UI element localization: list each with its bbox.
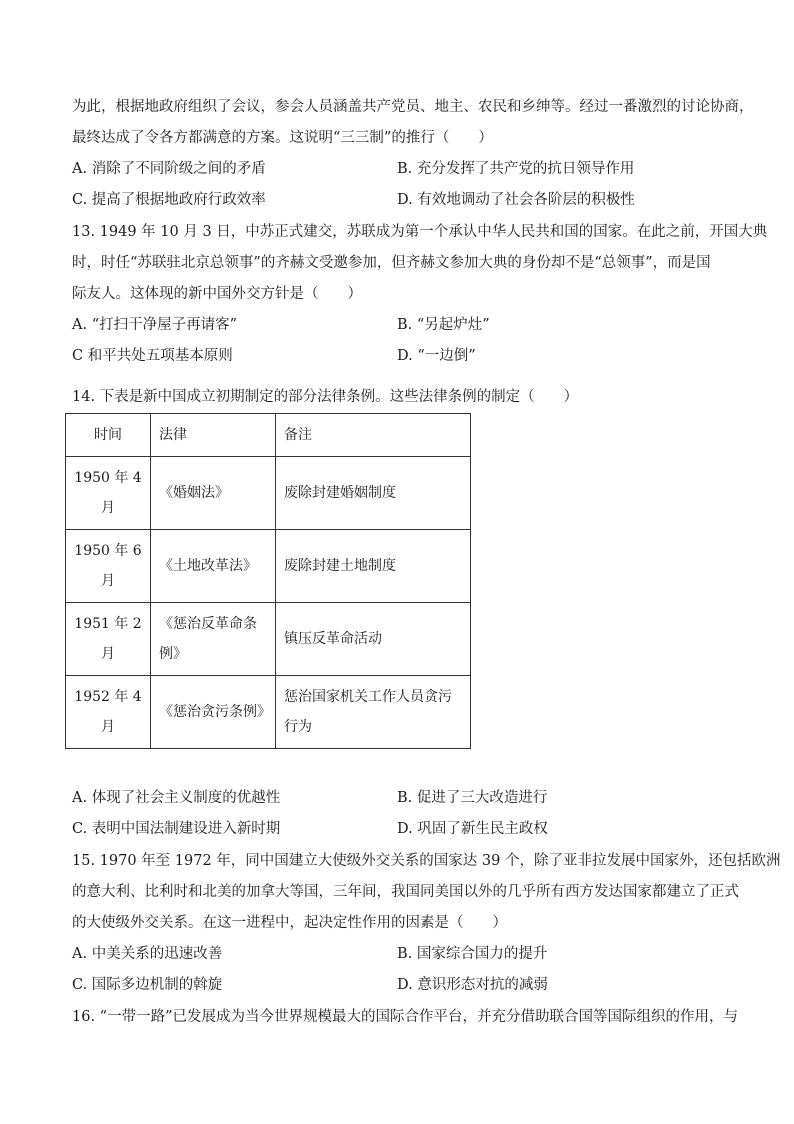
cell-time: 1950 年 4 月 (66, 457, 151, 530)
q14-option-b: B. 促进了三大改造进行 (397, 790, 548, 806)
q15-line-2: 的意大利、比利时和北美的加拿大等国，三年间，我国同美国以外的几乎所有西方发达国家都建立了正式 (72, 884, 739, 900)
cell-note: 镇压反革命活动 (276, 603, 471, 676)
table-header-row (66, 414, 471, 457)
cell-note: 废除封建土地制度 (276, 530, 471, 603)
q13-option-b: B. “另起炉灶” (397, 317, 490, 333)
q12-option-a: A. 消除了不同阶级之间的矛盾 (72, 161, 266, 177)
cell-time: 1952 年 4 月 (66, 676, 151, 749)
cell-law: 《惩治反革命条 例》 (151, 603, 276, 676)
table-row (66, 603, 471, 676)
header-law: 法律 (151, 414, 276, 457)
cell-note: 废除封建婚姻制度 (276, 457, 471, 530)
q13-option-d: D. “一边倒” (397, 348, 476, 364)
cell-law: 《婚姻法》 (151, 457, 276, 530)
table-row (66, 676, 471, 749)
q13-line-1: 13. 1949 年 10 月 3 日，中苏正式建交，苏联成为第一个承认中华人民共和国的国家。在此之前，开国大典 (72, 224, 768, 240)
q12-option-b: B. 充分发挥了共产党的抗日领导作用 (397, 161, 635, 177)
q15-option-b: B. 国家综合国力的提升 (397, 946, 548, 962)
q12-option-c: C. 提高了根据地政府行政效率 (72, 192, 266, 208)
q14-option-c: C. 表明中国法制建设进入新时期 (72, 821, 281, 837)
q14-stem: 14. 下表是新中国成立初期制定的部分法律条例。这些法律条例的制定（ ） (72, 389, 579, 405)
q13-line-3: 际友人。这体现的新中国外交方针是（ ） (72, 286, 362, 302)
q15-line-1: 15. 1970 年至 1972 年，同中国建立大使级外交关系的国家达 39 个，除了亚非拉发展中国家外，还包括欧洲 (72, 853, 781, 869)
cell-law: 《土地改革法》 (151, 530, 276, 603)
cell-law: 《惩治贪污条例》 (151, 676, 276, 749)
table-row (66, 457, 471, 530)
q12-option-d: D. 有效地调动了社会各阶层的积极性 (397, 192, 635, 208)
q12-line-2: 最终达成了令各方都满意的方案。这说明“三三制”的推行（ ） (72, 130, 493, 146)
q15-line-3: 的大使级外交关系。在这一进程中，起决定性作用的因素是（ ） (72, 915, 507, 931)
q13-option-a: A. “打扫干净屋子再请客” (72, 317, 238, 333)
q14-option-d: D. 巩固了新生民主政权 (397, 821, 548, 837)
law-table (65, 413, 471, 749)
header-note: 备注 (276, 414, 471, 457)
cell-note: 惩治国家机关工作人员贪污 行为 (276, 676, 471, 749)
q12-line-1: 为此，根据地政府组织了会议，参会人员涵盖共产党员、地主、农民和乡绅等。经过一番激烈的讨论协商， (72, 99, 754, 115)
q15-option-c: C. 国际多边机制的斡旋 (72, 977, 223, 993)
q13-option-c: C 和平共处五项基本原则 (72, 348, 233, 364)
q14-option-a: A. 体现了社会主义制度的优越性 (72, 790, 281, 806)
q13-line-2: 时，时任“苏联驻北京总领事”的齐赫文受邀参加，但齐赫文参加大典的身份却不是“总领事”，而是国 (72, 255, 711, 271)
q15-option-d: D. 意识形态对抗的减弱 (397, 977, 548, 993)
q15-option-a: A. 中美关系的迅速改善 (72, 946, 223, 962)
q16-line-1: 16. “一带一路”已发展成为当今世界规模最大的国际合作平台，并充分借助联合国等国际组织的作用，与 (72, 1009, 738, 1025)
cell-time: 1951 年 2 月 (66, 603, 151, 676)
header-time: 时间 (66, 414, 151, 457)
table-row (66, 530, 471, 603)
cell-time: 1950 年 6 月 (66, 530, 151, 603)
